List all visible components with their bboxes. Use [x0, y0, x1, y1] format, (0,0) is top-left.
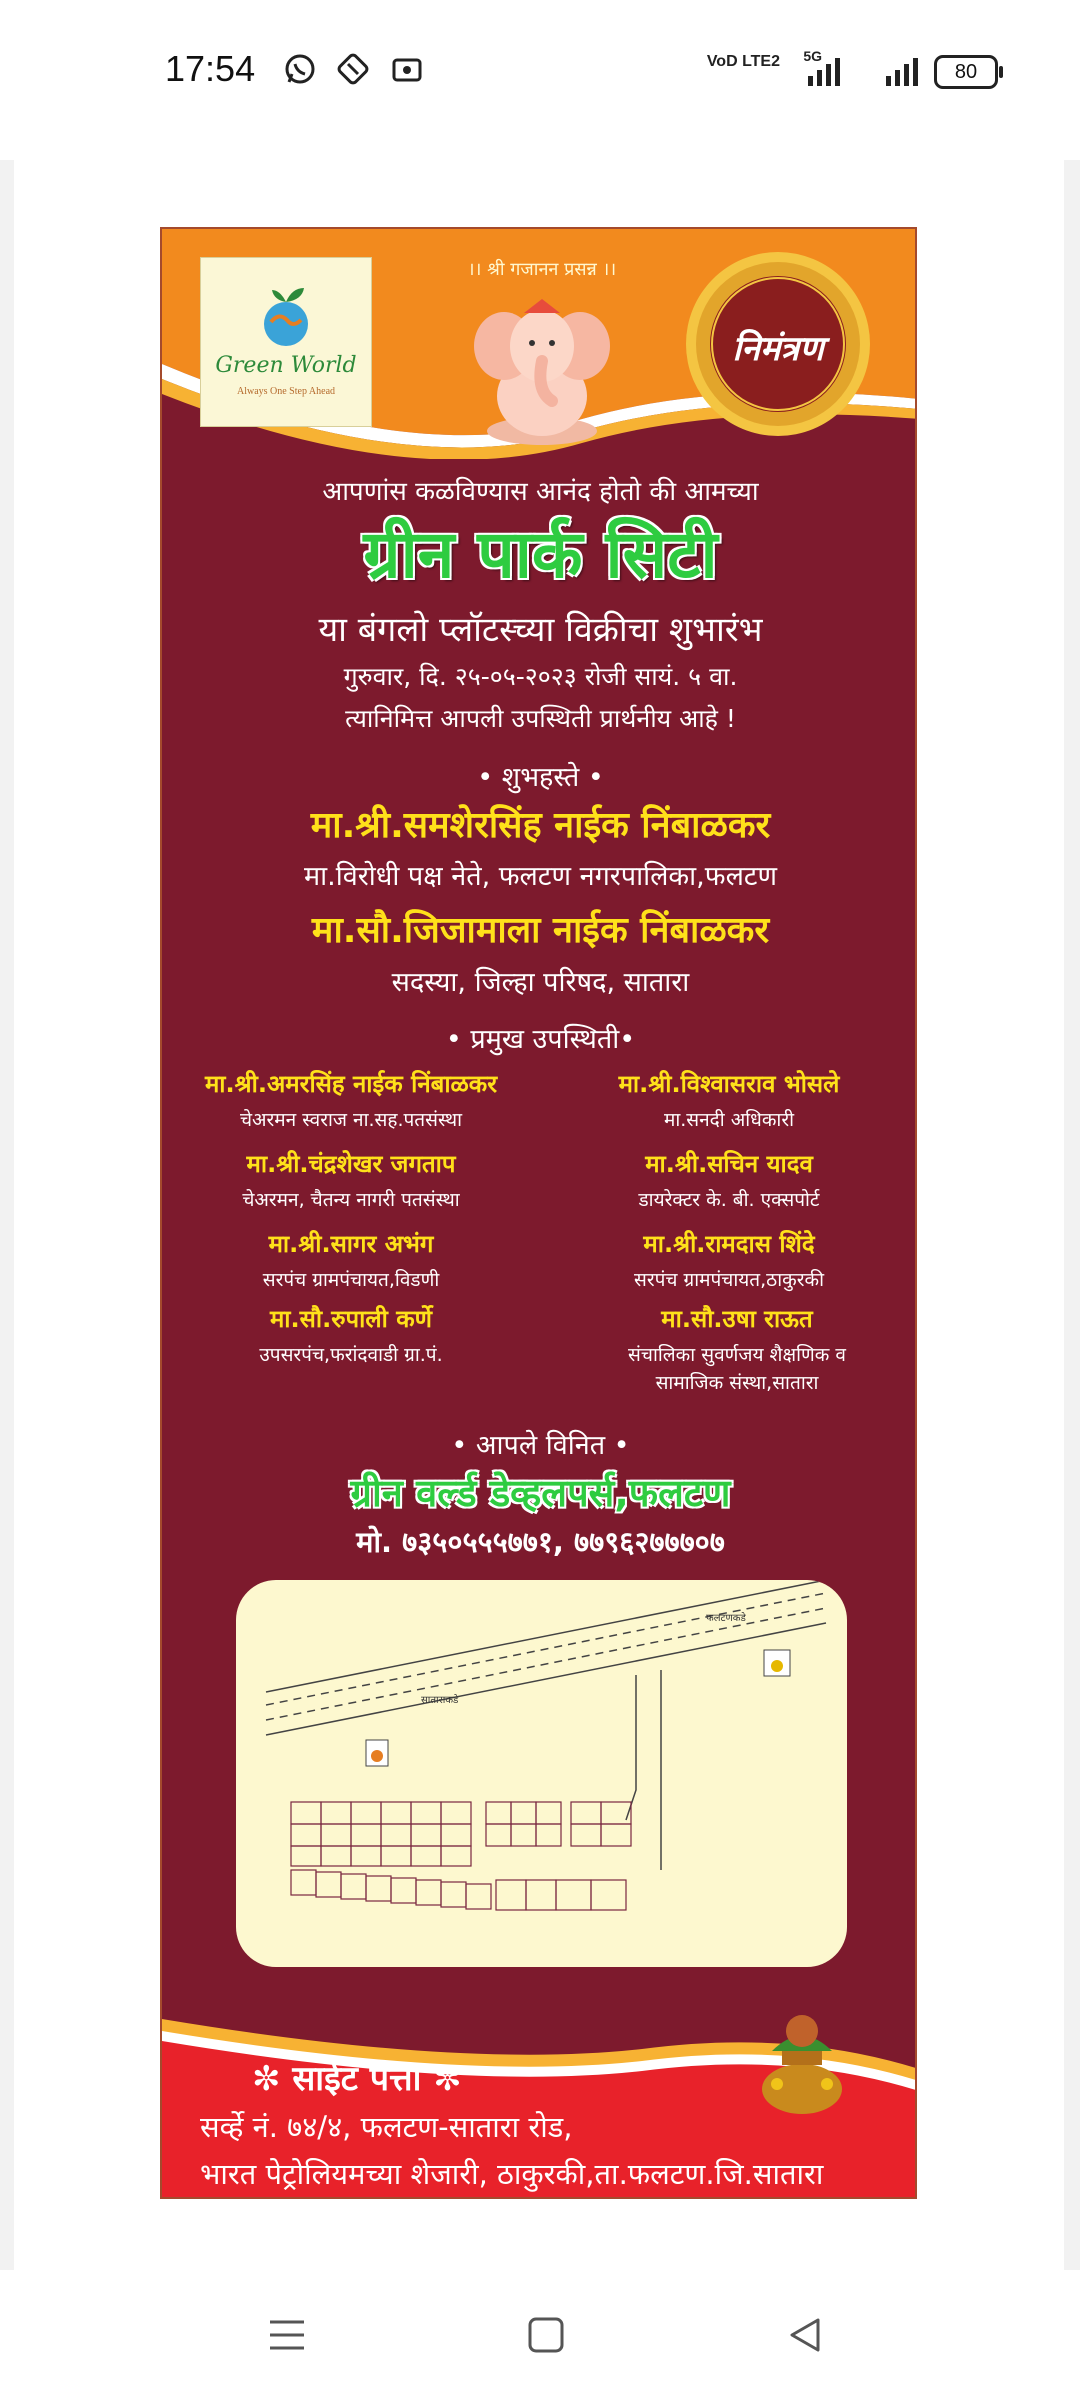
- volte-indicator: VoD LTE2: [706, 53, 780, 70]
- menu-icon[interactable]: [262, 2310, 312, 2360]
- status-bar: [0, 0, 1080, 160]
- network-type: 5G: [803, 48, 822, 64]
- site-layout-map: [236, 1580, 847, 1967]
- guest-role: उपसरपंच,फरांदवाडी ग्रा.पं.: [259, 1344, 443, 1366]
- guest-item: [162, 1227, 540, 1294]
- intro-text: आपणांस कळविण्यास आनंद होतो की आमच्या: [322, 477, 759, 507]
- logo-name: Green World: [215, 353, 357, 378]
- guest-name: मा.श्री.रामदास शिंदे: [643, 1230, 815, 1258]
- guest-item: [162, 1147, 540, 1214]
- guest-role: चेअरमन स्वराज ना.सह.पतसंस्था: [239, 1109, 463, 1131]
- battery-indicator: 80: [934, 55, 998, 89]
- event-date: गुरुवार, दि. २५-०५-२०२३ रोजी सायं. ५ वा.: [343, 662, 738, 691]
- road-label-left: साताराकडे: [421, 1695, 459, 1706]
- clock: 17:54: [165, 48, 256, 89]
- guest-role: सरपंच ग्रामपंचायत,ठाकुरकी: [633, 1269, 824, 1291]
- green-world-logo: [200, 257, 372, 427]
- road-label-top: फलटणकडे: [706, 1613, 746, 1624]
- chief-guest-2-name: मा.सौ.जिजामाला नाईक निंबाळकर: [311, 910, 770, 951]
- guest-item: [162, 1067, 540, 1134]
- invitation-poster: [160, 227, 917, 2199]
- guest-role: चेअरमन, चैतन्य नागरी पतसंस्था: [242, 1189, 460, 1211]
- guest-name: मा.श्री.चंद्रशेखर जगताप: [246, 1150, 456, 1178]
- guest-name: मा.सौ.उषा राऊत: [661, 1305, 813, 1333]
- guest-item: [162, 1302, 540, 1369]
- guest-item: [540, 1147, 917, 1214]
- launch-subtitle: या बंगलो प्लॉटस्च्या विक्रीचा शुभारंभ: [318, 610, 763, 650]
- project-title: ग्रीन पार्क सिटी: [363, 516, 718, 593]
- guest-name: मा.श्री.सचिन यादव: [645, 1150, 813, 1178]
- seal-text: निमंत्रण: [732, 329, 824, 369]
- signal-strength-icon-2: [886, 54, 918, 86]
- navigation-bar: [0, 2270, 1080, 2400]
- guest-role: सरपंच ग्रामपंचायत,विडणी: [262, 1269, 440, 1291]
- ganesha-idol-image: [462, 291, 622, 451]
- logo-tagline: Always One Step Ahead: [236, 386, 336, 397]
- chief-guest-1-role: मा.विरोधी पक्ष नेते, फलटण नगरपालिका,फलटण: [303, 861, 777, 892]
- guest-name: मा.सौ.रुपाली कर्णे: [269, 1305, 433, 1333]
- guest-name: मा.श्री.सागर अभंग: [268, 1230, 434, 1258]
- developer-name: ग्रीन वर्ल्ड डेव्हलपर्स,फलटण: [350, 1471, 731, 1515]
- back-icon[interactable]: [780, 2310, 830, 2360]
- guest-name: मा.श्री.अमरसिंह नाईक निंबाळकर: [204, 1070, 498, 1098]
- chief-guest-2-role: सदस्या, जिल्हा परिषद, सातारा: [391, 967, 690, 998]
- guest-role: डायरेक्टर के. बी. एक्सपोर्ट: [638, 1189, 820, 1211]
- guest-item: [592, 1302, 882, 1397]
- guest-item: [540, 1067, 917, 1134]
- kalash-icon: [737, 1989, 867, 2119]
- site-address-heading: ✼ साईट पत्ता ✼: [252, 2059, 462, 2099]
- guests-heading: • प्रमुख उपस्थिती•: [445, 1024, 636, 1055]
- chief-guest-heading: • शुभहस्ते •: [477, 762, 604, 793]
- guest-role: संचालिका सुवर्णजय शैक्षणिक व सामाजिक संस्था,सातारा: [628, 1344, 846, 1394]
- site-address-line-1: सर्व्हे नं. ७४/४, फलटण-सातारा रोड,: [200, 2110, 573, 2144]
- request-text: त्यानिमित्त आपली उपस्थिती प्रार्थनीय आहे !: [345, 704, 736, 733]
- screen-record-icon: [390, 52, 424, 86]
- guest-item: [540, 1227, 917, 1294]
- guest-name: मा.श्री.विश्वासराव भोसले: [618, 1070, 840, 1098]
- chief-guest-1-name: मा.श्री.समशेरसिंह नाईक निंबाळकर: [310, 805, 771, 846]
- invocation-text: ।। श्री गजानन प्रसन्न ।।: [467, 259, 617, 280]
- guest-role: मा.सनदी अधिकारी: [663, 1109, 795, 1131]
- layout-plan-drawing: [236, 1580, 847, 1967]
- host-heading: • आपले विनित •: [451, 1430, 630, 1461]
- home-icon[interactable]: [521, 2310, 571, 2360]
- contact-phones: मो. ७३५०५५५७७१, ७७९६२७७७०७: [356, 1525, 725, 1559]
- sim-signal-icon: [336, 52, 370, 86]
- site-address-line-2: भारत पेट्रोलियमच्या शेजारी, ठाकुरकी,ता.फलटण.जि.सातारा: [200, 2157, 824, 2191]
- globe-leaf-icon: [253, 284, 319, 350]
- whatsapp-icon: [283, 52, 317, 86]
